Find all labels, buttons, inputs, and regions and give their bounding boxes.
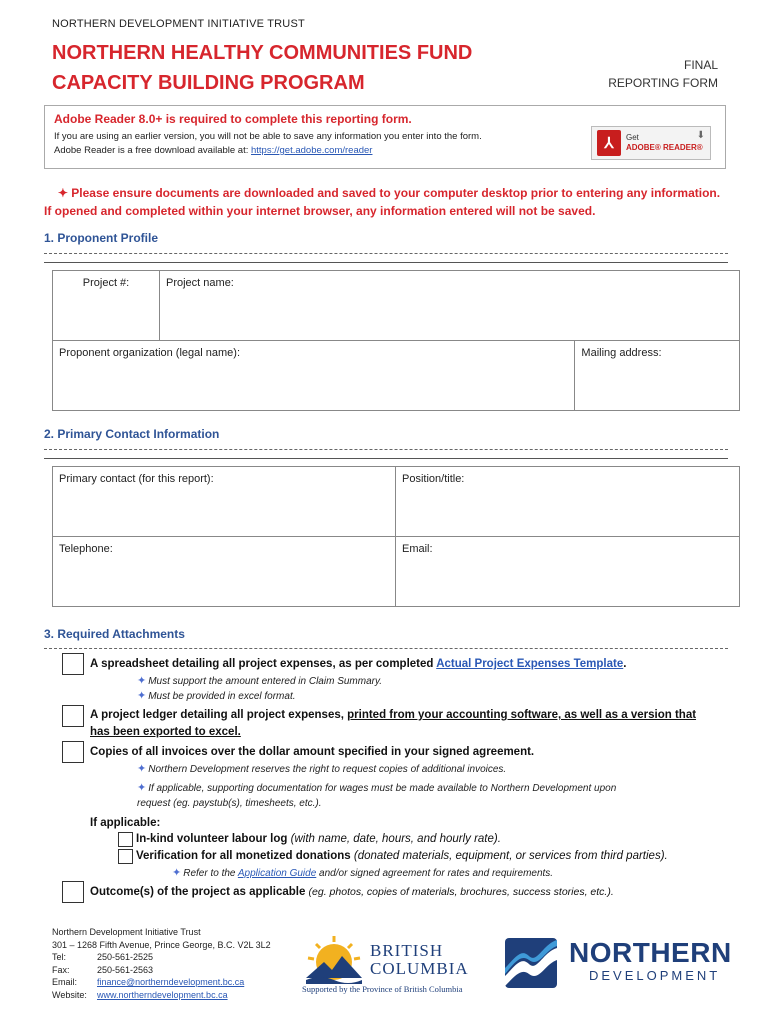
section-divider [44,253,728,254]
sub-note-text: Northern Development reserves the right to request copies of additional invoices. [148,764,507,775]
proponent-profile-table [52,270,740,411]
attachment-text: A spreadsheet detailing all project expenses, as per completed [90,658,437,670]
attachment-text: Verification for all monetized donations [136,850,354,862]
mailing-address-label: Mailing address: [581,347,662,359]
footer-email-link[interactable]: finance@northerndevelopment.bc.ca [97,977,245,987]
sub-note-text: Must support the amount entered in Claim Summary. [148,676,383,687]
bc-tagline: Supported by the Province of British Columbia [302,984,463,994]
attachment-text-underlined: printed from your accounting software, as well as a version that [347,709,697,721]
attachment-invoices: Copies of all invoices over the dollar amount specified in your signed agreement. [90,746,535,758]
telephone-label: Telephone: [59,543,113,555]
form-title-line1: NORTHERN HEALTHY COMMUNITIES FUND [52,42,473,64]
development-wordmark: DEVELOPMENT [589,968,721,983]
attachment-text: A project ledger detailing all project expenses, [90,709,348,721]
footer-contact-table [52,951,244,1001]
attachment-volunteer-log [136,831,501,848]
email-label: Email: [402,543,433,555]
actual-project-expenses-template-link[interactable]: Actual Project Expenses Template [436,658,624,670]
section-divider [44,449,728,450]
northern-development-logo [505,936,732,996]
adobe-reader-link[interactable]: https://get.adobe.com/reader [251,145,373,156]
email-label: Email: [52,977,78,987]
attachment-text-italic: (donated materials, equipment, or services from third parties). [353,850,668,862]
checkbox-monetized-donations[interactable] [118,849,133,864]
reader-badge-name: ADOBE® READER® [626,143,703,152]
fax-label: Fax: [52,964,70,975]
form-title-line2: CAPACITY BUILDING PROGRAM [52,72,365,94]
website-label: Website: [52,989,87,1000]
project-number-field[interactable] [53,271,160,341]
tel-value: 250-561-2525 [97,952,154,962]
position-title-field[interactable] [396,467,740,537]
mailing-address-field[interactable] [575,341,740,411]
browser-warning [44,184,734,220]
star-icon: ✦ [137,690,147,702]
bc-wordmark-line2: COLUMBIA [370,959,469,978]
reporting-form-label: REPORTING FORM [608,76,718,90]
british-columbia-logo [300,932,475,1002]
section-heading-required-attachments: 3. Required Attachments [44,627,185,641]
attachment-project-ledger [90,707,696,741]
application-guide-link[interactable]: Application Guide [237,868,317,879]
primary-contact-table [52,466,740,607]
tel-label: Tel: [52,952,67,962]
project-number-label: Project #: [82,277,130,289]
warning-line2: If opened and completed within your internet browser, any information entered will not be saved. [44,204,596,218]
star-icon: ✦ [172,867,182,879]
footer-address-block [52,926,271,1001]
sub-note-text: If applicable, supporting documentation for wages must be made available to Northern Development upon [148,783,617,794]
notice-title: Adobe Reader 8.0+ is required to complete this reporting form. [54,112,412,126]
proponent-organization-field[interactable] [53,341,575,411]
bc-wordmark-line1: BRITISH [370,941,444,960]
project-name-label: Project name: [166,277,234,289]
northern-development-wave-icon [505,938,557,988]
proponent-organization-label: Proponent organization (legal name): [59,347,241,359]
fax-value: 250-561-2563 [97,964,154,975]
checkbox-project-ledger[interactable] [62,705,84,727]
checkbox-expenses-spreadsheet[interactable] [62,653,84,675]
sub-note [137,674,382,689]
reader-badge-text [626,133,703,153]
attachment-outcomes [90,884,614,901]
northern-wordmark: NORTHERN [569,937,732,968]
attachment-text-underlined: has been exported to excel. [90,726,241,738]
star-icon: ✦ [137,675,147,687]
adobe-pdf-icon: ⅄ [597,130,621,156]
sub-note [137,689,296,704]
notice-line2-prefix: Adobe Reader is a free download available at: [54,145,251,156]
get-adobe-reader-button[interactable] [591,126,711,160]
trust-name-header: NORTHERN DEVELOPMENT INITIATIVE TRUST [52,18,305,30]
checkbox-invoices[interactable] [62,741,84,763]
sub-note-text: and/or signed agreement for rates and requirements. [316,868,554,879]
project-name-field[interactable] [160,271,740,341]
notice-line1: If you are using an earlier version, you will not be able to save any information you enter into the form. [54,131,482,142]
sub-note [137,762,506,777]
sub-note [172,866,553,881]
footer-org-name: Northern Development Initiative Trust [52,927,201,937]
attachment-text-italic: (eg. photos, copies of materials, brochures, success stories, etc.). [308,886,614,898]
bc-wordmark [370,942,469,978]
attachment-text-end: . [623,658,627,670]
checkbox-outcomes[interactable] [62,881,84,903]
star-icon: ✦ [137,782,147,794]
section-divider [44,262,728,263]
sub-note-continued: request (eg. paystub(s), timesheets, etc.). [137,798,322,809]
position-title-label: Position/title: [402,473,465,485]
attachment-text: Outcome(s) of the project as applicable [90,886,309,898]
sub-note [137,781,616,796]
adobe-notice-box [44,105,726,169]
star-icon: ✦ [137,763,147,775]
footer-website-link[interactable]: www.northerndevelopment.bc.ca [97,989,228,1000]
footer-street-address: 301 – 1268 Fifth Avenue, Prince George, B.C. V2L 3L2 [52,939,271,950]
section-divider [44,458,728,459]
attachment-text-italic: (with name, date, hours, and hourly rate). [290,833,501,845]
checkbox-volunteer-log[interactable] [118,832,133,847]
warning-line1: ✦ Please ensure documents are downloaded and saved to your computer desktop prior to entering any information. [57,186,721,200]
primary-contact-label: Primary contact (for this report): [59,473,214,485]
sub-note-text: Refer to the [183,868,238,879]
download-arrow-icon: ⬇ [696,130,705,141]
sub-note-text: Must be provided in excel format. [148,691,296,702]
email-field[interactable] [396,537,740,607]
reader-badge-get: Get [626,133,639,142]
section-heading-proponent-profile: 1. Proponent Profile [44,231,159,245]
attachment-monetized-donations [136,848,668,865]
section-divider [44,648,728,649]
attachment-expenses-spreadsheet [90,656,626,673]
final-reporting-label [608,56,718,92]
section-heading-primary-contact: 2. Primary Contact Information [44,427,220,441]
primary-contact-field[interactable] [53,467,396,537]
if-applicable-label: If applicable: [90,817,161,829]
telephone-field[interactable] [53,537,396,607]
attachment-text: In-kind volunteer labour log [136,833,291,845]
bc-sun-mountain-icon [302,932,366,984]
final-label: FINAL [683,58,718,72]
